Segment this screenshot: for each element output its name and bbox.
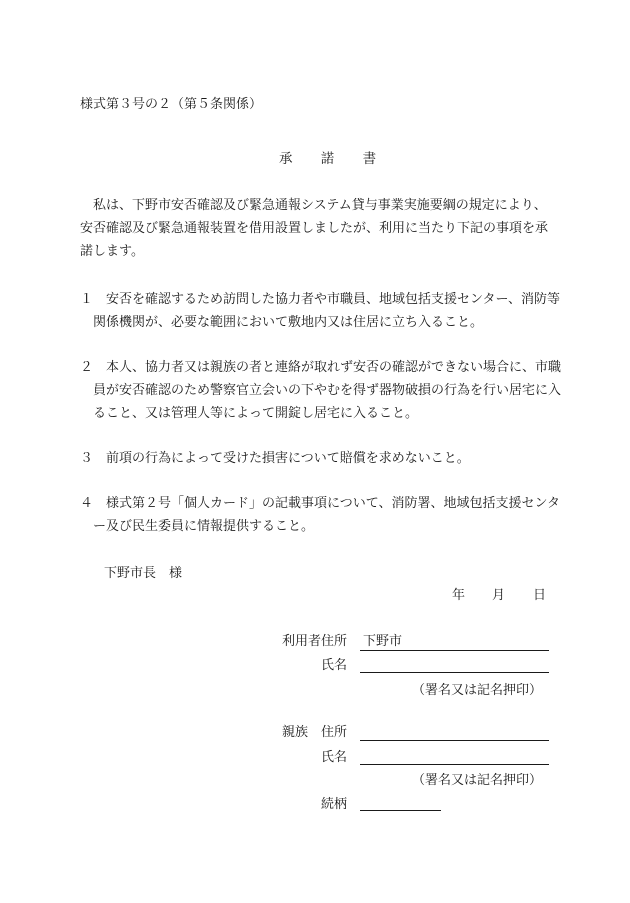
form-number: 様式第３号の２（第５条関係） xyxy=(80,97,263,112)
relative-address-label: 住所 xyxy=(321,725,348,740)
user-address-label: 利用者住所 xyxy=(282,634,348,649)
user-address-line xyxy=(360,650,549,651)
user-address-value: 下野市 xyxy=(363,634,403,649)
relative-address-line xyxy=(360,740,549,741)
user-name-line xyxy=(360,672,549,673)
relative-name-label: 氏名 xyxy=(321,750,348,765)
intro-paragraph: 私は、下野市安否確認及び緊急通報システム貸与事業実施要綱の規定により、安否確認及び緊急通報装置を借用設置しましたが、利用に当たり下記の事項を承諾します。 xyxy=(80,198,549,259)
list-item xyxy=(80,492,563,538)
user-sign-note: （署名又は記名押印） xyxy=(412,683,543,698)
date-month: 月 xyxy=(492,588,506,603)
list-item xyxy=(80,447,563,470)
item-text: 様式第２号「個人カード」の記載事項について、消防署、地域包括支援センター及び民生委員に情報提供すること。 xyxy=(93,496,560,534)
item-number: ２ xyxy=(80,360,94,375)
date-year: 年 xyxy=(452,588,466,603)
item-text: 安否を確認するため訪問した協力者や市職員、地域包括支援センター、消防等関係機関が、必要な範囲において敷地内又は住居に立ち入ること。 xyxy=(93,292,560,330)
list-item xyxy=(80,356,563,425)
relative-sign-note: （署名又は記名押印） xyxy=(412,773,543,788)
addressee: 下野市長 様 xyxy=(104,566,183,581)
document-title: 承 諾 書 xyxy=(279,151,389,167)
item-number: １ xyxy=(80,292,94,307)
item-number: ３ xyxy=(80,451,94,466)
item-text: 本人、協力者又は親族の者と連絡が取れず安否の確認ができない場合に、市職員が安否確認のため警察官立会いの下やむを得ず器物破損の行為を行い居宅に入ること、又は管理人等によって開錠し居宅に入ること。 xyxy=(93,360,562,421)
user-name-label: 氏名 xyxy=(321,658,348,673)
item-text: 前項の行為によって受けた損害について賠償を求めないこと。 xyxy=(106,451,470,466)
relation-label: 続柄 xyxy=(321,797,348,812)
relative-label: 親族 xyxy=(282,725,309,740)
item-number: ４ xyxy=(80,496,94,511)
relative-name-line xyxy=(360,764,549,765)
relation-line xyxy=(360,810,441,811)
date-day: 日 xyxy=(533,588,547,603)
list-item xyxy=(80,288,563,334)
